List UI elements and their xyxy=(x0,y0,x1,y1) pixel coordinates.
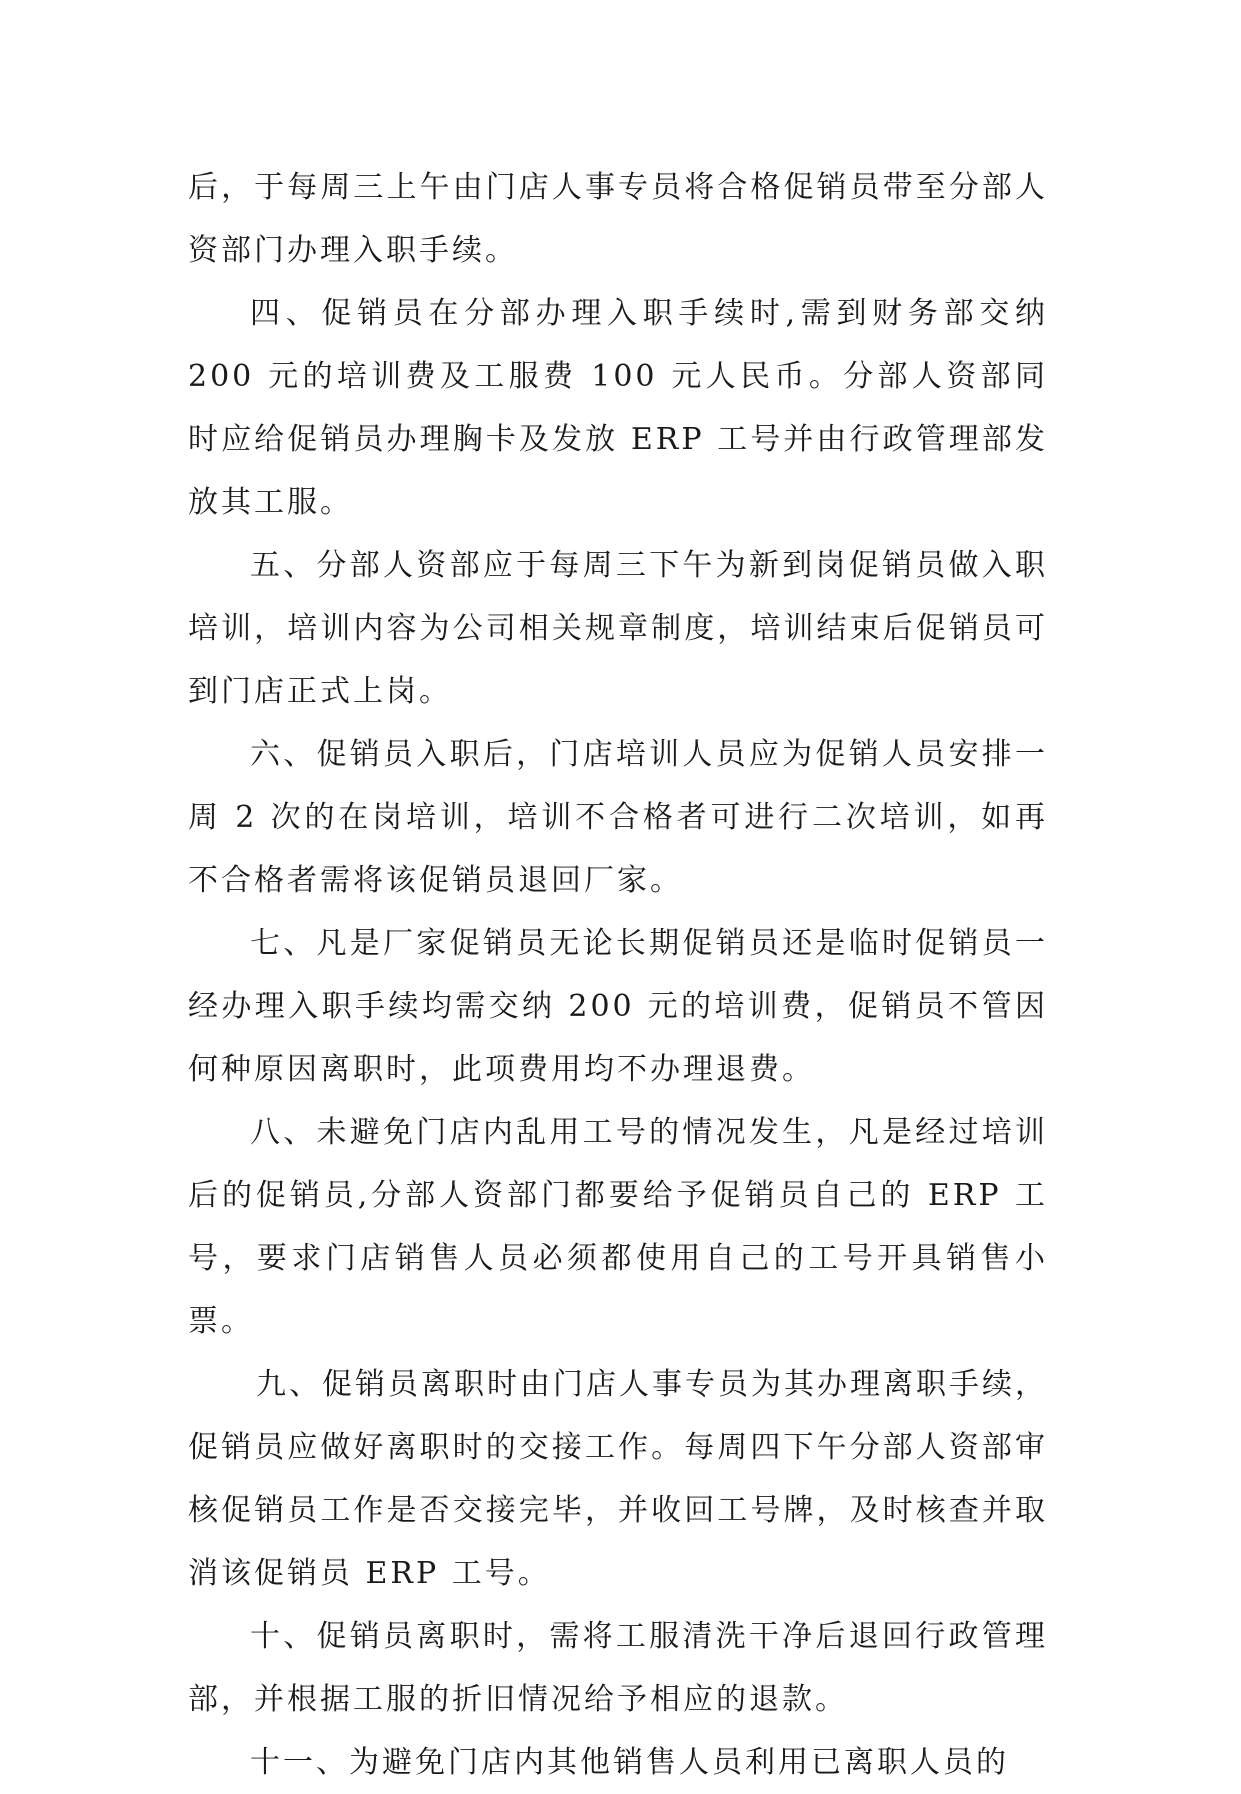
paragraph-item-10: 十、促销员离职时，需将工服清洗干净后退回行政管理部，并根据工服的折旧情况给予相应的退款。 xyxy=(188,1619,1048,1717)
paragraph-item-9: 九、促销员离职时由门店人事专员为其办理离职手续，促销员应做好离职时的交接工作。每周四下午分部人资部审核促销员工作是否交接完毕，并收回工号牌，及时核查并取消该促销员 ERP 工号。 xyxy=(188,1367,1048,1591)
paragraph-item-7: 七、凡是厂家促销员无论长期促销员还是临时促销员一经办理入职手续均需交纳 200 元的培训费，促销员不管因何种原因离职时，此项费用均不办理退费。 xyxy=(188,926,1048,1087)
paragraph-item-4: 四、促销员在分部办理入职手续时,需到财务部交纳 200 元的培训费及工服费 100 元人民币。分部人资部同时应给促销员办理胸卡及发放 ERP 工号并由行政管理部发放其工服。 xyxy=(188,296,1048,520)
paragraph-item-11: 十一、为避免门店内其他销售人员利用已离职人员的 xyxy=(250,1745,1009,1780)
document-body xyxy=(188,156,1048,1794)
paragraph-item-8: 八、未避免门店内乱用工号的情况发生，凡是经过培训后的促销员,分部人资部门都要给予促销员自己的 ERP 工号，要求门店销售人员必须都使用自己的工号开具销售小票。 xyxy=(188,1115,1048,1339)
paragraph-item-6: 六、促销员入职后，门店培训人员应为促销人员安排一周 2 次的在岗培训，培训不合格者可进行二次培训，如再不合格者需将该促销员退回厂家。 xyxy=(188,737,1048,898)
paragraph-continuation: 后，于每周三上午由门店人事专员将合格促销员带至分部人资部门办理入职手续。 xyxy=(188,170,1048,268)
paragraph-item-5: 五、分部人资部应于每周三下午为新到岗促销员做入职培训，培训内容为公司相关规章制度，培训结束后促销员可到门店正式上岗。 xyxy=(188,548,1048,709)
